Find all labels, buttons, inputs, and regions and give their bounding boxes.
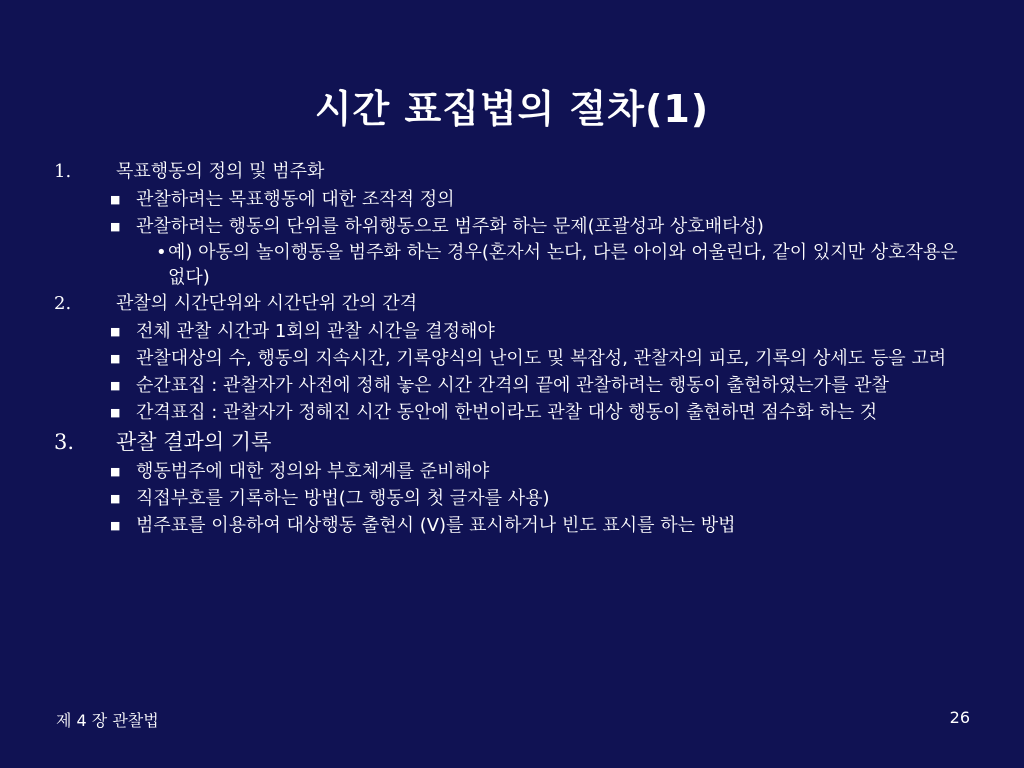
list-item-1 [54,158,974,186]
sub-item [110,213,974,240]
sub-item [110,512,974,539]
sub-item-text: 관찰대상의 수, 행동의 지속시간, 기록양식의 난이도 및 복잡성, 관찰자의 피로, 기록의 상세도 등을 고려 [136,348,947,369]
page-number: 26 [949,708,970,727]
sub-item-text: 순간표집 : 관찰자가 사전에 정해 놓은 시간 간격의 끝에 관찰하려는 행동이 출현하였는가를 관찰 [136,375,889,396]
example-item [156,240,974,290]
footer-chapter: 제 4 장 관찰법 [56,711,159,730]
square-bullet-icon: ■ [110,465,121,478]
sub-item [110,345,974,372]
square-bullet-icon: ■ [110,379,121,392]
sub-item-text: 범주표를 이용하여 대상행동 출현시 (V)를 표시하거나 빈도 표시를 하는 방법 [136,515,736,536]
square-bullet-icon: ■ [110,352,121,365]
sub-item-text: 간격표집 : 관찰자가 정해진 시간 동안에 한번이라도 관찰 대상 행동이 출현하면 점수화 하는 것 [136,402,878,423]
sub-item-text: 전체 관찰 시간과 1회의 관찰 시간을 결정해야 [136,321,495,342]
square-bullet-icon: ■ [110,325,121,338]
list-item-3 [54,426,974,458]
sub-item [110,318,974,345]
sub-item-text: 관찰하려는 목표행동에 대한 조작적 정의 [136,189,455,210]
example-text: 예) 아동의 놀이행동을 범주화 하는 경우(혼자서 논다, 다른 아이와 어울린다, 같이 있지만 상호작용은 없다) [168,242,958,288]
list-item-number: 3. [54,430,75,454]
square-bullet-icon: ■ [110,492,121,505]
sub-item-text: 직접부호를 기록하는 방법(그 행동의 첫 글자를 사용) [136,488,550,509]
list-item-text: 관찰의 시간단위와 시간단위 간의 간격 [116,293,418,314]
square-bullet-icon: ■ [110,193,121,206]
square-bullet-icon: ■ [110,220,121,233]
sub-item [110,372,974,399]
square-bullet-icon: ■ [110,406,121,419]
list-item-text: 관찰 결과의 기록 [116,430,272,454]
list-item-text: 목표행동의 정의 및 범주화 [116,161,325,182]
list-item-number: 2. [54,293,72,314]
sub-item [110,186,974,213]
slide-body [54,158,974,539]
list-item-2 [54,290,974,318]
dot-bullet-icon: • [156,242,167,263]
sub-item-text: 행동범주에 대한 정의와 부호체계를 준비해야 [136,461,490,482]
sub-item [110,485,974,512]
sub-item [110,458,974,485]
slide-title: 시간 표집법의 절차(1) [314,87,710,131]
square-bullet-icon: ■ [110,519,121,532]
sub-item [110,399,974,426]
sub-item-text: 관찰하려는 행동의 단위를 하위행동으로 범주화 하는 문제(포괄성과 상호배타성) [136,216,764,237]
list-item-number: 1. [54,161,72,182]
